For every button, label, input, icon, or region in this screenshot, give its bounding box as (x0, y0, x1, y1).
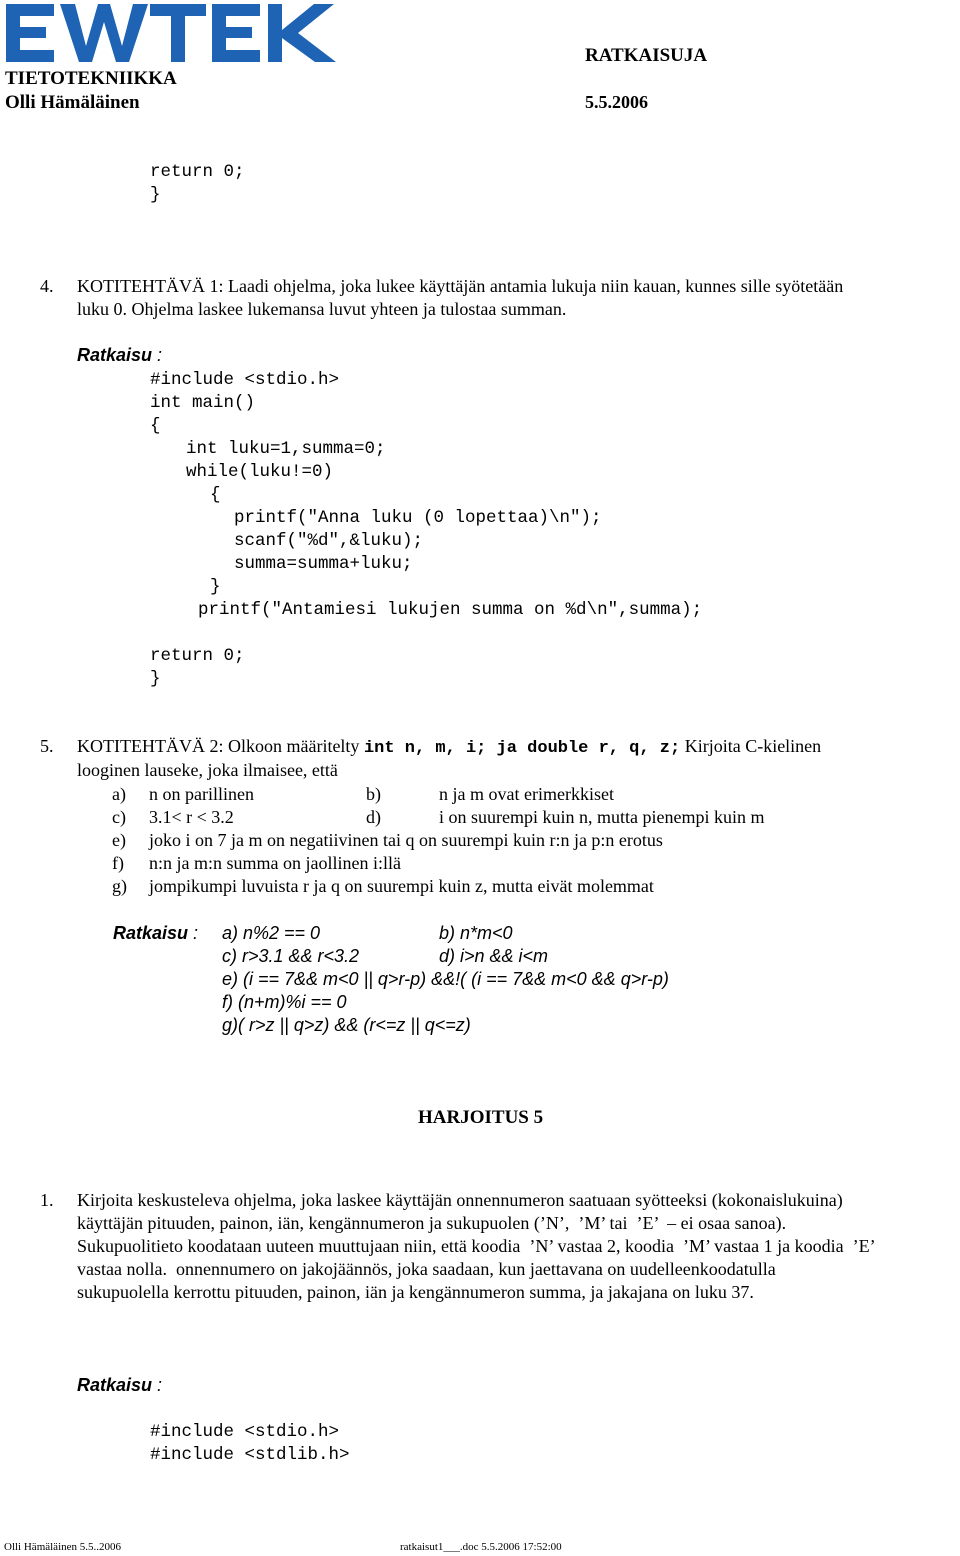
item-text: joko i on 7 ja m on negatiivinen tai q on suurempi kuin r:n ja p:n erotus (149, 830, 663, 850)
item-text: jompikumpi luvuista r ja q on suurempi kuin z, mutta eivät molemmat (149, 876, 654, 896)
task-text: vastaa nolla. onnennumero on jakojäännös, joka saadaan, kun jaettavana on uudelleenkoodatulla (77, 1259, 776, 1279)
item-label: a) (112, 784, 126, 804)
code-line: } (210, 577, 221, 597)
answer-b: b) n*m<0 (439, 923, 513, 943)
item-label: g) (112, 876, 127, 896)
task-text: KOTITEHTÄVÄ 2: Olkoon määritelty int n, m, i; ja double r, q, z; Kirjoita C-kielinen (77, 736, 822, 758)
doc-date: 5.5.2006 (585, 92, 648, 112)
answer-d: d) i>n && i<m (439, 946, 549, 966)
task-number: 4. (40, 276, 54, 296)
code-line: int main() (150, 393, 256, 413)
solution-label: Ratkaisu : (77, 345, 163, 365)
code-line: } (150, 185, 161, 205)
footer-right: ratkaisut1___.doc 5.5.2006 17:52:00 (400, 1541, 562, 1553)
task-number: 1. (40, 1190, 54, 1210)
item-text: n on parillinen (149, 784, 254, 804)
code-line: scanf("%d",&luku); (234, 531, 424, 551)
task-text: Kirjoita keskusteleva ohjelma, joka laskee käyttäjän onnennumeron saatuaan syötteeksi (kokonaislukuina) (77, 1190, 843, 1210)
item-label: f) (112, 853, 124, 873)
section-title: HARJOITUS 5 (418, 1107, 544, 1128)
task-text: käyttäjän pituuden, painon, iän, kengännumeron ja sukupuolen (’N’, ’M’ tai ’E’ – ei osaa sanoa). (77, 1213, 787, 1233)
ewtek-logo (2, 0, 372, 66)
task-text: KOTITEHTÄVÄ 1: Laadi ohjelma, joka lukee käyttäjän antamia lukuja niin kauan, kunnes sille syötetään (77, 276, 844, 296)
item-label: b) (366, 784, 381, 804)
answer-f: f) (n+m)%i == 0 (222, 992, 347, 1012)
doc-title: RATKAISUJA (585, 45, 708, 66)
item-text: n:n ja m:n summa on jaollinen i:llä (149, 853, 401, 873)
code-line: } (150, 669, 161, 689)
code-line: { (150, 416, 161, 436)
solution-label: Ratkaisu : (113, 923, 199, 943)
task-text: Sukupuolitieto koodataan uuteen muuttujaan niin, että koodia ’N’ vastaa 2, koodia ’M’ vastaa 1 ja koodia ’E’ (77, 1236, 876, 1256)
task-text: sukupuolella kerrottu pituuden, painon, iän ja kengännumeron summa, ja jakajana on luku 37. (77, 1282, 754, 1302)
item-text: i on suurempi kuin n, mutta pienempi kuin m (439, 807, 765, 827)
item-label: d) (366, 807, 381, 827)
code-line: return 0; (150, 646, 245, 666)
code-line: while(luku!=0) (186, 462, 334, 482)
task-number: 5. (40, 736, 54, 756)
code-line: { (210, 485, 221, 505)
author-name: Olli Hämäläinen (5, 92, 140, 113)
code-line: summa=summa+luku; (234, 554, 413, 574)
answer-g: g)( r>z || q>z) && (r<=z || q<=z) (222, 1015, 471, 1035)
code-line: #include <stdio.h> (150, 1422, 340, 1442)
answer-e: e) (i == 7&& m<0 || q>r-p) &&!( (i == 7&& m<0 && q>r-p) (222, 969, 669, 989)
answer-c: c) r>3.1 && r<3.2 (222, 946, 360, 966)
code-line: #include <stdio.h> (150, 370, 340, 390)
footer-left: Olli Hämäläinen 5.5..2006 (4, 1541, 122, 1553)
item-label: e) (112, 830, 126, 850)
solution-label: Ratkaisu : (77, 1375, 163, 1395)
code-line: int luku=1,summa=0; (186, 439, 386, 459)
code-line: #include <stdlib.h> (150, 1445, 350, 1465)
code-line: return 0; (150, 162, 245, 182)
task-text: luku 0. Ohjelma laskee lukemansa luvut yhteen ja tulostaa summan. (77, 299, 567, 319)
item-text: n ja m ovat erimerkkiset (439, 784, 614, 804)
item-text: 3.1< r < 3.2 (149, 807, 234, 827)
item-label: c) (112, 807, 126, 827)
task-text: looginen lauseke, joka ilmaisee, että (77, 760, 338, 780)
department-label: TIETOTEKNIIKKA (5, 68, 177, 89)
code-line: printf("Antamiesi lukujen summa on %d\n",summa); (198, 600, 703, 620)
code-line: printf("Anna luku (0 lopettaa)\n"); (234, 508, 602, 528)
answer-a: a) n%2 == 0 (222, 923, 321, 943)
